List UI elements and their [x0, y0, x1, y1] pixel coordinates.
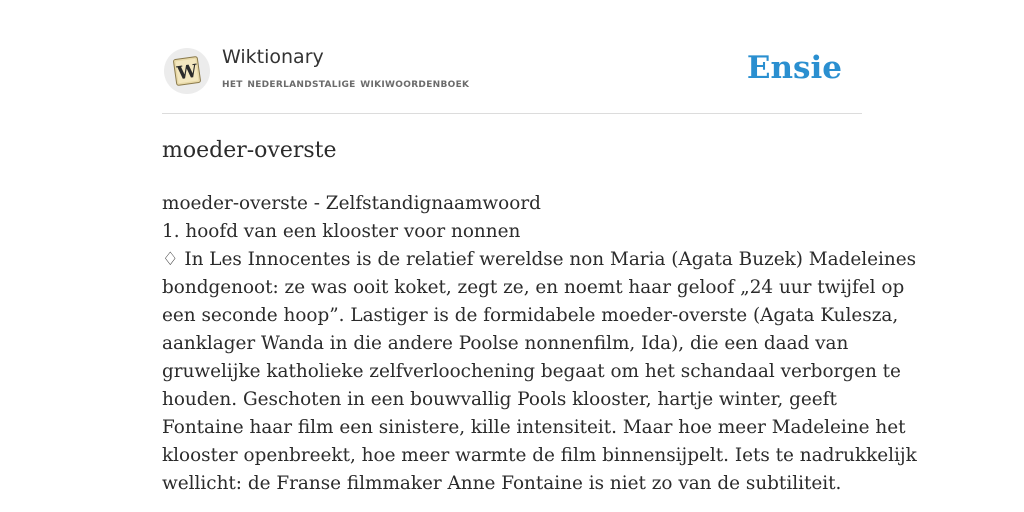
brand-logo[interactable]: Ensie: [746, 50, 842, 86]
header-divider: [162, 113, 862, 114]
entry-card: [162, 0, 917, 512]
example-line: klooster openbreekt, hoe meer warmte de film binnensijpelt. Iets te nadrukkelijk: [162, 445, 917, 466]
entry-definition: 1. hoofd van een klooster voor nonnen: [162, 221, 521, 242]
example-line: aanklager Wanda in die andere Poolse nonnenfilm, Ida), die een daad van: [162, 333, 849, 354]
example-line: houden. Geschoten in een bouwvallig Pools klooster, hartje winter, geeft: [162, 389, 837, 410]
example-line: gruwelijke katholieke zelfverloochening begaat om het schandaal verborgen te: [162, 361, 901, 382]
wiktionary-logo-icon[interactable]: [164, 48, 210, 94]
example-line: een seconde hoop”. Lastiger is de formidabele moeder-overste (Agata Kulesza,: [162, 305, 899, 326]
example-line: Fontaine haar film een sinistere, kille intensiteit. Maar hoe meer Madeleine het: [162, 417, 906, 438]
site-subtitle: het nederlandstalige wikiwoordenboek: [222, 75, 470, 90]
entry-heading: moeder-overste - Zelfstandignaamwoord: [162, 193, 541, 214]
site-name[interactable]: Wiktionary: [222, 46, 324, 68]
example-line: bondgenoot: ze was ooit koket, zegt ze, en noemt haar geloof „24 uur twijfel op: [162, 277, 905, 298]
svg-text:W: W: [175, 60, 199, 85]
site-header: [162, 44, 862, 98]
example-line: wellicht: de Franse filmmaker Anne Fontaine is niet zo van de subtiliteit.: [162, 473, 842, 494]
page-title: moeder-overste: [162, 138, 337, 163]
entry-body: [162, 190, 917, 498]
example-line: ♢ In Les Innocentes is de relatief wereldse non Maria (Agata Buzek) Madeleines: [162, 249, 917, 270]
